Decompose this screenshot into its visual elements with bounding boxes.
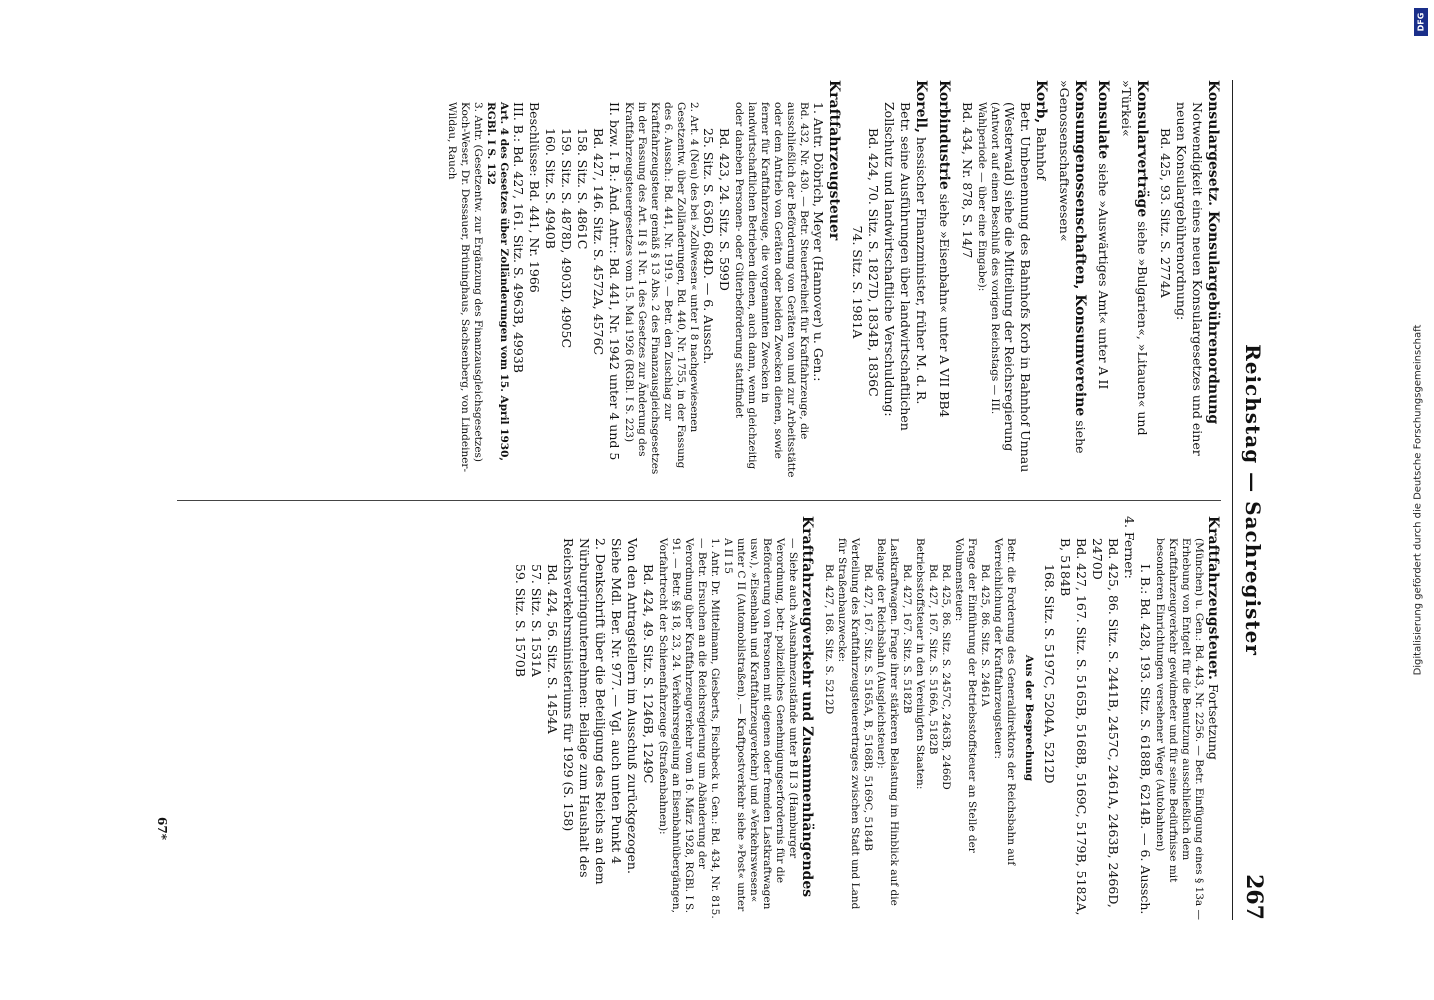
index-entry: Konsulargesetz. Konsulargebührenordnung Notwendigkeit eines neuen Konsulargesetzes und einer neuen Konsulargebührenordnung: Bd. 425, 93. Sitz. S. 2774A (1158, 80, 1221, 456)
index-entry: Korbindustrie siehe »Eisenbahn« unter A VII BB4 (936, 80, 952, 418)
index-entry: Kraftfahrzeugsteuer 1. Antr. Döbrich, Meyer (Hannover) u. Gen.: Bd. 432, Nr. 430. — Betr. Steuerfreiheit für Kraftfahrzeuge, die ausschließlich der Beförderung von Geräten von und zur Arbeitsstätte oder dem Antrieb von Geräten oder beiden Zwecken dienen, sowie ferner für Kraftfahrzeuge, die vorgenannten Zwecken in landwirtschaftlichen Betrieben dienen, auch dann, wenn gleichzeitig oder daneben Personen- oder Güterbeförderung stattfindet Bd. 423, 24. Sitz. S. 599D 25. Sitz. S. 636D, 684D. — 6. Aussch. 2. Art. 4 (Neu) des bei »Zollwesen« unter I 8 nachgewiesenen Gesetzentw. über Zolländerungen, Bd. 440, Nr. 1755, in der Fassung des 6. Aussch.: Bd. 441, Nr. 1919. — Betr. den Zuschlag zur Kraftfahrzeugsteuer gemäß § 13 Abs. 2 des Finanzausgleichsgesetzes in der Fassung des Art. II § 1 Nr. 1 des Gesetzes zur Änderung des Kraftfahrzeugsteuergesetzes vom 15. Mai 1926 (RGBl. I S. 223) II. bzw. I. B.: Änd. Antr.: Bd. 441, Nr. 1942 unter 4 und 5 Bd. 427, 146. Sitz. S. 4572A, 4576C 158. Sitz. S. 4861C 159. Sitz. S. 4878D, 4903D, 4905C 160. Sitz. S. 4940B Beschlüsse: Bd. 441, Nr. 1966 III. B.: Bd. 427, 161. Sitz. S. 4963B, 4993B Art. 4 des Gesetzes über Zolländerungen vom 15. April 1930, RGBl. I S. 132 3. Antr. (Gesetzentw. zur Ergänzung des Finanzausgleichsgesetzes) Koch-Weser, Dr. Dessauer, Brüninghaus, Sachsenberg, von Lindeiner-Wildau, Rauch (446, 80, 842, 478)
index-entry: Konsularverträge siehe »Bulgarien«, »Litauen« und »Türkei« (1119, 80, 1150, 436)
right-column (177, 516, 1221, 920)
dfg-logo: DFG (1414, 8, 1428, 36)
running-title: Reichstag — Sachregister (1241, 344, 1265, 656)
index-entry: Kraftfahrzeugsteuer. Fortsetzung (München) u. Gen.: Bd. 443, Nr. 2256. — Betr. Einfügung eines § 13a — Erhebung von Entgelt für die Benutzung ausschließlich dem Kraftfahrzeugverkehr gewidmeter und für seine Bedürfnisse mit besonderen Einrichtungen versehener Wege (Autobahnen) I. B.: Bd. 428, 193. Sitz. S. 6188B, 6214B. — 6. Aussch. 4. Ferner: Bd. 425, 86. Sitz. S. 2441B, 2457C, 2461A, 2463B, 2466D, 2470D Bd. 427, 167. Sitz. S. 5165B, 5168B, 5169C, 5179B, 5182A, B, 5184B 168. Sitz. S. 5197C, 5204A, 5212D Aus der Besprechung Betr. die Forderung des Generaldirektors der Reichsbahn auf Verreichlichung der Kraftfahrzeugsteuer: Bd. 425, 86. Sitz. S. 2461A Frage der Einführung der Betriebsstoffsteuer an Stelle der Volumensteuer: Bd. 425, 86. Sitz. S. 2457C, 2463B, 2466D Bd. 427, 167. Sitz. S. 5166A, 5182B Betriebsstoffsteuer in den Vereinigten Staaten: Bd. 427, 167. Sitz. S. 5182B Lastkraftwagen. Frage ihrer stärkeren Belastung im Hinblick auf die Belange der Reichsbahn (Ausgleichsteuer): Bd. 427, 167. Sitz. S. 5165A, B, 5168B, 5169C, 5184B Verteilung des Kraftfahrzeugsteuerertrages zwischen Stadt und Land für Straßenbauzwecke: Bd. 427, 168. Sitz. S. 5212D (823, 516, 1221, 920)
index-entry: Konsumgenossenschaften, Konsumvereine siehe »Genossenschaftswesen« (1057, 80, 1088, 454)
signature-mark: 67* (155, 817, 169, 840)
column-divider (177, 500, 1221, 501)
page-header (1232, 80, 1267, 920)
index-entry: Kraftfahrzeugverkehr und Zusammenhängendes — Siehe auch »Ausnahmezustände unter B II 3 (Hamburger Verordnung, betr. polizeiliches Genehmigungserfordernis für die Beförderung von Personen mit eigenen oder fremden Lastkraftwagen usw.), »Eisenbahn und Kraftfahrzeugverkehr) und »Verkehrswesen« unter C II (Automobilstraßen). — Kraftpostverkehr siehe »Post« unter A II 15 1. Antr. Dr. Mittelmann, Giesberts, Fischbeck u. Gen.: Bd. 434, Nr. 815. — Betr. Ersuchen an die Reichsregierung um Abänderung der Verordnung über Kraftfahrzeugverkehr vom 16. März 1928, RGBl. I S. 91. — Betr. §§ 18, 23, 24. Verkehrsregelung an Eisenbahnübergängen, Vorfahrtrecht der Schienenfahrzeuge (Straßenbahnen): Bd. 424, 49. Sitz. S. 1246B, 1249C Von den Antragstellern im Ausschuß zurückgezogen. Siehe Mdl. Ber. Nr. 977. — Vgl. auch unten Punkt 4 2. Denkschrift über die Beteiligung des Reichs an dem Nürburgringunternehmen: Beilage zum Haushalt des Reichsverkehrsministeriums für 1929 (S. 158) Bd. 424, 56. Sitz. S. 1454A 57. Sitz. S. 1531A 59. Sitz. S. 1570B (513, 516, 815, 919)
index-entry: Korell, hessischer Finanzminister, früher M. d. R. Betr. seine Ausführungen über landwirtschaftlichen Zollschutz und landwirtschaftliche Verschuldung: Bd. 424, 70. Sitz. S. 1827D, 1834B, 1836C 74. Sitz. S. 1981A (850, 80, 929, 431)
index-entry: Korb, Bahnhof Betr. Umbenennung des Bahnhofs Korb in Bahnhof Unnau (Westerwald) siehe die Mitteilung der Reichsregierung (Antwort auf einen Beschluß des vorigen Reichstags — III. Wahlperiode — über eine Eingabe): Bd. 434, Nr. 878, S. 14/7 (960, 80, 1049, 473)
funding-note: Digitalisierung gefördert durch die Deutsche Forschungsgemeinschaft (1412, 324, 1424, 676)
page-number: 267 (1241, 874, 1267, 920)
left-column (177, 80, 1221, 484)
rotated-page (157, 80, 1277, 920)
index-entry: Konsulate siehe »Auswärtiges Amt« unter A II (1095, 80, 1111, 390)
